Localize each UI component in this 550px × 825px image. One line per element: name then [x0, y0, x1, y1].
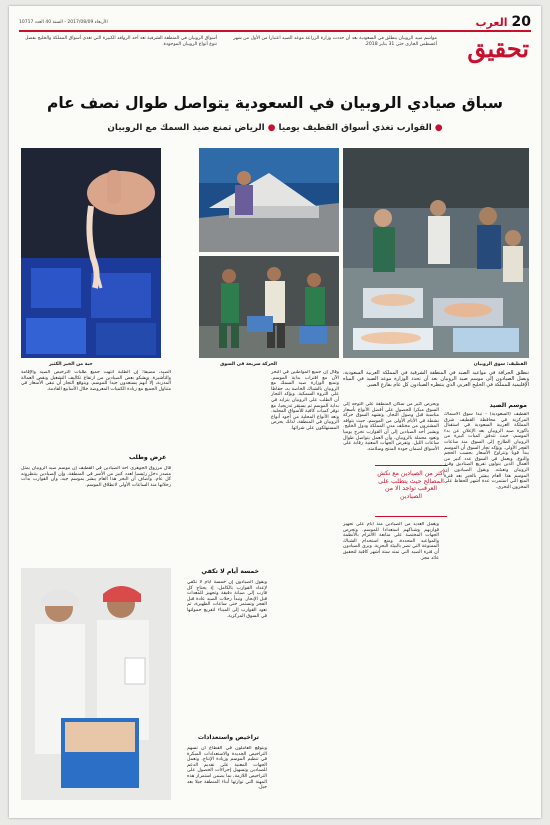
teaser-left: أسواق الروبيان في المنطقة الشرقية تعد أحد الروافد الكبيرة التي تغذي أسواق المملكة والخليج بفضل تنوع أنواع الروبيان الموجودة.	[24, 36, 217, 47]
bullet-icon: ●	[434, 123, 443, 133]
section-label: تحقيق	[467, 34, 529, 63]
photo-men-shrimp-crate	[21, 568, 171, 800]
pull-quote: أكثر من الصيادين مع نكش المصالح حيث يتطلب على العرقب تواجد الا من الصيادين	[375, 465, 447, 517]
photo-harbor-boat	[199, 148, 339, 252]
subheadline-part-2: الرياض تمنع صيد السمك مع الروبيان	[107, 123, 265, 133]
masthead	[476, 14, 532, 30]
issue-date: الأربعاء 2017/08/09 - السنة 40 العدد 10717	[19, 19, 108, 25]
men-crate-image	[21, 568, 171, 800]
subhead-licenses: تراخيص واستعدادات	[197, 734, 259, 741]
page-header	[19, 14, 531, 32]
photo-hand-shrimp	[21, 148, 161, 358]
photo-shrimp-market	[343, 148, 529, 358]
subhead-supply-demand: عرض وطلب	[129, 454, 167, 461]
article-column-1: القطيف (السعودية) - تبدأ سوق الأسماك المركزية في محافظة القطيف شرق المملكة العربية السعودية في استقبال باكورة صيد الروبيان بعد الإعلان عن بدء الموسم، حيث تتدفق كميات كبيرة من الروبيان الطازج إلى السوق منذ ساعات الفجر الأولى. ويؤكد تجار السوق أن الموسم يبدأ قويا وتتراوح الأسعار بحسب الحجم والنوع. ويعمل في السوق عدد كبير من العمال الذين يتولون تفريغ الصناديق وفرز الروبيان وتعبئته. ويقول الصيادون إن الموسم هذا العام يبشر بالخير بعد فترة المنع التي استمرت عدة أشهر للحفاظ على المخزون البحري.	[444, 412, 529, 490]
subhead-five-days: خمسة أيام لا تكفي	[201, 568, 259, 575]
subhead-season: موسم الصيد	[489, 402, 527, 409]
hand-shrimp-image	[21, 148, 161, 358]
caption-market: القطيف: سوق الروبيان	[473, 362, 527, 367]
page-number: 20	[511, 14, 531, 30]
lede-paragraph: تنطلق الجرافة في مواعيد الصيد في المنطقة الشرقية في المملكة العربية السعودية، ويصل الصيادون إلى موسم صيد الروبيان بعد أن تحدد الوزارة موعد الصيد في المياه الإقليمية للمملكة في الخليج العربي الذي ينتظره الصيادون كل عام بفارغ الصبر.	[343, 370, 529, 388]
photo-workers-carrying	[199, 256, 339, 358]
article-column-4: ويقول الصيادون إن خمسة أيام لا تكفي لإعداد القوارب بالكامل، إذ يحتاج كل قارب إلى صيانة دقيقة وتجهيز للمعدات قبل الإبحار. وتبدأ رحلات الصيد عادة قبل الفجر وتستمر حتى ساعات الظهيرة، ثم تعود القوارب إلى الميناء لتفريغ حمولتها في السوق المركزية.	[187, 580, 267, 619]
subheadline-part-1: القوارب تغذي أسواق القطيف يوميا	[278, 123, 432, 133]
workers-scene-image	[199, 256, 339, 358]
article-column-2b: ويعمل العديد من الصيادين منذ أيام على تجهيز قواربهم وشباكهم استعدادا للموسم. وتحرص الجهات المختصة على متابعة الالتزام بالأنظمة والمواعيد المحددة، ومنع استخدام الشباك الممنوعة التي تضر بالبيئة البحرية. ويرى الصيادون أن فترة الصيد التي تمتد ستة أشهر كافية لتحقيق عائد مجز.	[343, 522, 439, 561]
subheadline	[23, 123, 527, 133]
article-column-6: الصيد، مضيفا: إن الطلبة انتهت جميع طلبات الترخيص الصيد والإقامة والتأشيرة. ويشكو بعض الصيادين من ارتفاع تكاليف التشغيل ونقص العمالة المدربة، إلا أنهم يستعدون جيدا للموسم. ويتوقع التجار أن تبقى الأسعار في متناول الجميع مع زيادة الكميات المعروضة خلال الأسابيع القادمة.	[21, 370, 171, 392]
article-column-7: قال مرزوق الجوهري أحد الصيادين في القطيف إن موسم صيد الروبيان يمثل مصدر دخل رئيسيا لعدد كبير من الأسر في المنطقة، وإن الصيادين ينتظرونه كل عام. وأضاف أن البحر هذا العام يبشر بموسم جيد، وأن القوارب بدأت رحلاتها منذ الساعات الأولى لانطلاق الموسم.	[21, 466, 171, 488]
caption-hand: حبة من الخير الكثير	[49, 362, 93, 367]
market-scene-image	[343, 148, 529, 358]
teaser-right: مواسم صيد الروبيان ينطلق في السعودية بعد أن حددت وزارة الزراعة موعد الصيد اعتبارا من الأول من شهر أغسطس الجاري حتى 31 يناير 2018.	[233, 36, 437, 47]
caption-harbor: الحركة سريعة في السوق	[220, 362, 277, 367]
headline: سباق صيادي الروبيان في السعودية يتواصل طوال نصف عام	[46, 94, 504, 112]
paper-logo: العرب	[475, 15, 508, 29]
article-column-2: ويحرص كثير من سكان المنطقة على التوجه إلى السوق مبكرا للحصول على أفضل الأنواع بأسعار مناسبة قبل وصول التجار. وتشهد السوق حركة نشطة في الأيام الأولى من الموسم، حيث يتوافد المشترون من مختلف مدن المملكة ودول الخليج. ويشير أحد الصيادين إلى أن القوارب تخرج يوميا وتعود محملة بالروبيان، وأن العمل يتواصل طوال ساعات الليل. وتفرض الجهات المعنية رقابة على الأسواق لضمان جودة المنتج وسلامته.	[343, 402, 439, 452]
article-column-3: وقال إن جميع المواطنين في البحر الآن مع اقتراب بداية الموسم. وتمنع الوزارة صيد السمك مع الروبيان بالشباك الخاصة به، حفاظا على الثروة السمكية. ويؤكد التجار أن الطلب على الروبيان يتزايد في بداية الموسم ثم يستقر تدريجيا، مع توفر كميات كافية للأسواق المحلية. وتعد الأنواع المحلية من أجود أنواع الروبيان في المنطقة، لذلك يحرص المستهلكون على شرائها.	[271, 370, 339, 431]
article-column-5: ويتوقع العاملون في القطاع أن تسهم التراخيص الجديدة والاستعدادات المبكرة في تنظيم الموسم وزيادة الإنتاج. وتعمل الجهات المعنية على تقديم الدعم للصيادين وتسهيل إجراءات الحصول على التراخيص اللازمة، بما يضمن استمرار هذه المهنة التي توارثها أبناء المنطقة جيلا بعد جيل.	[187, 746, 267, 791]
bullet-icon: ●	[267, 123, 276, 133]
harbor-scene-image	[199, 148, 339, 252]
newspaper-page	[9, 6, 541, 818]
